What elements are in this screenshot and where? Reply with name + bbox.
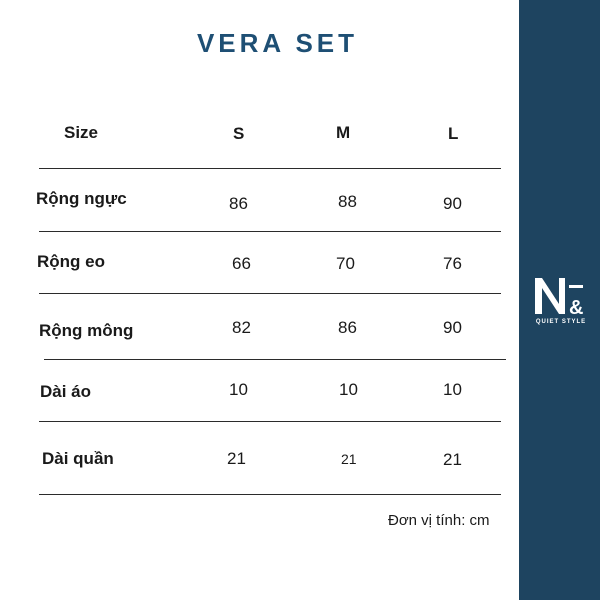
row-label-chest: Rộng ngực xyxy=(36,189,127,208)
size-l-header: L xyxy=(448,124,459,143)
chest-l-value: 90 xyxy=(443,194,462,213)
waist-l-value: 76 xyxy=(443,254,462,273)
top-length-m-value: 10 xyxy=(339,380,358,399)
waist-s-value: 66 xyxy=(232,254,251,273)
top-length-s-value: 10 xyxy=(229,380,248,399)
pants-length-s-value: 21 xyxy=(227,449,246,468)
table-divider xyxy=(39,293,501,294)
svg-text:&: & xyxy=(569,297,584,318)
size-m-header: M xyxy=(336,123,351,142)
table-divider xyxy=(44,359,506,360)
top-length-l-value: 10 xyxy=(443,380,462,399)
row-label-top-length: Dài áo xyxy=(40,382,92,401)
pants-length-m-value: 21 xyxy=(341,451,357,467)
row-label-hip: Rộng mông xyxy=(39,321,134,340)
hip-s-value: 82 xyxy=(232,318,251,337)
table-divider xyxy=(39,231,501,232)
unit-note: Đơn vị tính: cm xyxy=(388,512,490,529)
page-title: VERA SET xyxy=(196,28,359,58)
row-label-pants-length: Dài quần xyxy=(42,449,114,468)
row-label-waist: Rộng eo xyxy=(37,252,105,271)
chest-s-value: 86 xyxy=(229,194,248,213)
chest-m-value: 88 xyxy=(338,192,357,211)
size-s-header: S xyxy=(233,124,245,143)
size-column-header: Size xyxy=(64,123,99,142)
n-ampersand-logo-icon xyxy=(533,274,589,318)
hip-m-value: 86 xyxy=(338,318,357,337)
table-divider xyxy=(39,168,501,169)
hip-l-value: 90 xyxy=(443,318,462,337)
brand-tagline: QUIET STYLE xyxy=(535,319,587,325)
table-divider xyxy=(39,421,501,422)
waist-m-value: 70 xyxy=(336,254,355,273)
pants-length-l-value: 21 xyxy=(443,450,462,469)
table-divider xyxy=(39,494,501,495)
brand-logo xyxy=(533,274,589,325)
